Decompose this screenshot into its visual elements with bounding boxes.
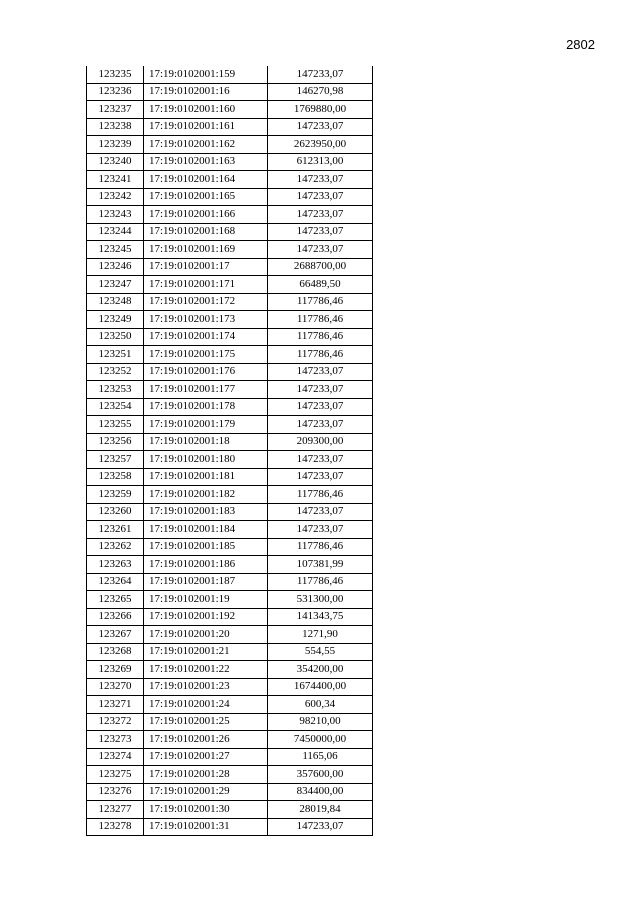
table-row — [87, 503, 373, 521]
cadastral-value-cell: 612313,00 — [268, 153, 373, 171]
row-number-cell: 123250 — [87, 328, 144, 346]
cadastral-value-cell: 2623950,00 — [268, 136, 373, 154]
cadastral-number-cell: 17:19:0102001:20 — [144, 626, 268, 644]
row-number-cell: 123268 — [87, 643, 144, 661]
row-number-cell: 123276 — [87, 783, 144, 801]
cadastral-number-cell: 17:19:0102001:164 — [144, 171, 268, 189]
table-row — [87, 381, 373, 399]
cadastral-value-cell: 354200,00 — [268, 661, 373, 679]
cadastral-number-cell: 17:19:0102001:27 — [144, 748, 268, 766]
row-number-cell: 123251 — [87, 346, 144, 364]
cadastral-value-cell: 209300,00 — [268, 433, 373, 451]
cadastral-value-cell: 117786,46 — [268, 538, 373, 556]
cadastral-value-cell: 147233,07 — [268, 171, 373, 189]
cadastral-value-cell: 117786,46 — [268, 573, 373, 591]
table-row — [87, 766, 373, 784]
table-row — [87, 328, 373, 346]
cadastral-value-cell: 531300,00 — [268, 591, 373, 609]
cadastral-number-cell: 17:19:0102001:24 — [144, 696, 268, 714]
table-row — [87, 626, 373, 644]
cadastral-number-cell: 17:19:0102001:177 — [144, 381, 268, 399]
cadastral-value-cell: 66489,50 — [268, 276, 373, 294]
cadastral-number-cell: 17:19:0102001:166 — [144, 206, 268, 224]
row-number-cell: 123272 — [87, 713, 144, 731]
cadastral-value-cell: 147233,07 — [268, 66, 373, 83]
cadastral-value-cell: 117786,46 — [268, 293, 373, 311]
cadastral-value-cell: 147233,07 — [268, 206, 373, 224]
table-row — [87, 153, 373, 171]
row-number-cell: 123274 — [87, 748, 144, 766]
cadastral-number-cell: 17:19:0102001:16 — [144, 83, 268, 101]
cadastral-value-cell: 147233,07 — [268, 416, 373, 434]
cadastral-value-cell: 147233,07 — [268, 223, 373, 241]
cadastral-number-cell: 17:19:0102001:172 — [144, 293, 268, 311]
cadastral-number-cell: 17:19:0102001:184 — [144, 521, 268, 539]
cadastral-number-cell: 17:19:0102001:181 — [144, 468, 268, 486]
table-row — [87, 223, 373, 241]
table-row — [87, 783, 373, 801]
cadastral-value-cell: 146270,98 — [268, 83, 373, 101]
row-number-cell: 123240 — [87, 153, 144, 171]
cadastral-value-cell: 834400,00 — [268, 783, 373, 801]
cadastral-number-cell: 17:19:0102001:185 — [144, 538, 268, 556]
cadastral-number-cell: 17:19:0102001:182 — [144, 486, 268, 504]
row-number-cell: 123273 — [87, 731, 144, 749]
cadastral-value-cell: 147233,07 — [268, 381, 373, 399]
row-number-cell: 123248 — [87, 293, 144, 311]
cadastral-number-cell: 17:19:0102001:25 — [144, 713, 268, 731]
row-number-cell: 123239 — [87, 136, 144, 154]
cadastral-number-cell: 17:19:0102001:160 — [144, 101, 268, 119]
row-number-cell: 123238 — [87, 118, 144, 136]
cadastral-value-cell: 117786,46 — [268, 346, 373, 364]
cadastral-number-cell: 17:19:0102001:180 — [144, 451, 268, 469]
cadastral-number-cell: 17:19:0102001:19 — [144, 591, 268, 609]
cadastral-number-cell: 17:19:0102001:22 — [144, 661, 268, 679]
cadastral-value-cell: 147233,07 — [268, 363, 373, 381]
row-number-cell: 123255 — [87, 416, 144, 434]
table-row — [87, 363, 373, 381]
table-row — [87, 556, 373, 574]
table-row — [87, 293, 373, 311]
cadastral-value-cell: 554,55 — [268, 643, 373, 661]
table-row — [87, 206, 373, 224]
row-number-cell: 123278 — [87, 818, 144, 836]
cadastral-value-cell: 7450000,00 — [268, 731, 373, 749]
table-row — [87, 346, 373, 364]
table-row — [87, 818, 373, 836]
table-row — [87, 118, 373, 136]
row-number-cell: 123237 — [87, 101, 144, 119]
cadastral-number-cell: 17:19:0102001:171 — [144, 276, 268, 294]
row-number-cell: 123271 — [87, 696, 144, 714]
cadastral-value-cell: 2688700,00 — [268, 258, 373, 276]
cadastral-number-cell: 17:19:0102001:183 — [144, 503, 268, 521]
cadastral-value-cell: 147233,07 — [268, 188, 373, 206]
cadastral-number-cell: 17:19:0102001:159 — [144, 66, 268, 83]
table-row — [87, 591, 373, 609]
table-row — [87, 801, 373, 819]
table-row — [87, 451, 373, 469]
row-number-cell: 123275 — [87, 766, 144, 784]
table-row — [87, 573, 373, 591]
table-row — [87, 241, 373, 259]
cadastral-value-cell: 107381,99 — [268, 556, 373, 574]
cadastral-number-cell: 17:19:0102001:178 — [144, 398, 268, 416]
cadastral-value-table — [86, 66, 373, 836]
cadastral-number-cell: 17:19:0102001:192 — [144, 608, 268, 626]
row-number-cell: 123254 — [87, 398, 144, 416]
table-row — [87, 171, 373, 189]
row-number-cell: 123267 — [87, 626, 144, 644]
cadastral-value-cell: 98210,00 — [268, 713, 373, 731]
table-row — [87, 486, 373, 504]
cadastral-number-cell: 17:19:0102001:187 — [144, 573, 268, 591]
cadastral-number-cell: 17:19:0102001:29 — [144, 783, 268, 801]
row-number-cell: 123243 — [87, 206, 144, 224]
table-row — [87, 678, 373, 696]
table-row — [87, 416, 373, 434]
row-number-cell: 123257 — [87, 451, 144, 469]
cadastral-value-cell: 117786,46 — [268, 486, 373, 504]
row-number-cell: 123270 — [87, 678, 144, 696]
table-row — [87, 731, 373, 749]
row-number-cell: 123259 — [87, 486, 144, 504]
cadastral-value-cell: 147233,07 — [268, 241, 373, 259]
cadastral-number-cell: 17:19:0102001:163 — [144, 153, 268, 171]
cadastral-number-cell: 17:19:0102001:168 — [144, 223, 268, 241]
row-number-cell: 123246 — [87, 258, 144, 276]
cadastral-number-cell: 17:19:0102001:18 — [144, 433, 268, 451]
row-number-cell: 123244 — [87, 223, 144, 241]
cadastral-value-cell: 600,34 — [268, 696, 373, 714]
row-number-cell: 123260 — [87, 503, 144, 521]
cadastral-number-cell: 17:19:0102001:174 — [144, 328, 268, 346]
cadastral-number-cell: 17:19:0102001:161 — [144, 118, 268, 136]
table-row — [87, 311, 373, 329]
row-number-cell: 123242 — [87, 188, 144, 206]
cadastral-value-cell: 117786,46 — [268, 311, 373, 329]
table-row — [87, 696, 373, 714]
cadastral-value-cell: 117786,46 — [268, 328, 373, 346]
table-row — [87, 661, 373, 679]
cadastral-value-cell: 147233,07 — [268, 818, 373, 836]
row-number-cell: 123263 — [87, 556, 144, 574]
row-number-cell: 123264 — [87, 573, 144, 591]
cadastral-value-cell: 357600,00 — [268, 766, 373, 784]
row-number-cell: 123256 — [87, 433, 144, 451]
row-number-cell: 123249 — [87, 311, 144, 329]
cadastral-number-cell: 17:19:0102001:23 — [144, 678, 268, 696]
row-number-cell: 123261 — [87, 521, 144, 539]
cadastral-value-cell: 147233,07 — [268, 398, 373, 416]
cadastral-value-cell: 1769880,00 — [268, 101, 373, 119]
cadastral-value-cell: 1165,06 — [268, 748, 373, 766]
row-number-cell: 123235 — [87, 66, 144, 83]
cadastral-number-cell: 17:19:0102001:186 — [144, 556, 268, 574]
cadastral-value-cell: 147233,07 — [268, 521, 373, 539]
cadastral-value-cell: 141343,75 — [268, 608, 373, 626]
cadastral-number-cell: 17:19:0102001:173 — [144, 311, 268, 329]
table-row — [87, 713, 373, 731]
table-row — [87, 643, 373, 661]
table-row — [87, 748, 373, 766]
cadastral-number-cell: 17:19:0102001:176 — [144, 363, 268, 381]
cadastral-number-cell: 17:19:0102001:165 — [144, 188, 268, 206]
page-number: 2802 — [566, 37, 595, 52]
cadastral-number-cell: 17:19:0102001:30 — [144, 801, 268, 819]
row-number-cell: 123247 — [87, 276, 144, 294]
table-row — [87, 398, 373, 416]
cadastral-number-cell: 17:19:0102001:26 — [144, 731, 268, 749]
table-row — [87, 433, 373, 451]
cadastral-number-cell: 17:19:0102001:179 — [144, 416, 268, 434]
table-row — [87, 521, 373, 539]
cadastral-value-cell: 147233,07 — [268, 468, 373, 486]
table-row — [87, 188, 373, 206]
cadastral-value-cell: 1674400,00 — [268, 678, 373, 696]
row-number-cell: 123258 — [87, 468, 144, 486]
row-number-cell: 123245 — [87, 241, 144, 259]
table-body — [87, 66, 373, 836]
row-number-cell: 123262 — [87, 538, 144, 556]
cadastral-value-cell: 147233,07 — [268, 503, 373, 521]
row-number-cell: 123236 — [87, 83, 144, 101]
cadastral-number-cell: 17:19:0102001:169 — [144, 241, 268, 259]
row-number-cell: 123266 — [87, 608, 144, 626]
cadastral-number-cell: 17:19:0102001:17 — [144, 258, 268, 276]
table-row — [87, 468, 373, 486]
cadastral-number-cell: 17:19:0102001:175 — [144, 346, 268, 364]
table-row — [87, 83, 373, 101]
cadastral-number-cell: 17:19:0102001:21 — [144, 643, 268, 661]
row-number-cell: 123269 — [87, 661, 144, 679]
table-row — [87, 276, 373, 294]
cadastral-number-cell: 17:19:0102001:31 — [144, 818, 268, 836]
cadastral-value-cell: 147233,07 — [268, 118, 373, 136]
cadastral-number-cell: 17:19:0102001:162 — [144, 136, 268, 154]
row-number-cell: 123277 — [87, 801, 144, 819]
table-row — [87, 258, 373, 276]
cadastral-value-cell: 28019,84 — [268, 801, 373, 819]
table-row — [87, 101, 373, 119]
row-number-cell: 123265 — [87, 591, 144, 609]
table-row — [87, 136, 373, 154]
cadastral-value-cell: 1271,90 — [268, 626, 373, 644]
table-row — [87, 66, 373, 83]
table-row — [87, 538, 373, 556]
row-number-cell: 123253 — [87, 381, 144, 399]
cadastral-value-cell: 147233,07 — [268, 451, 373, 469]
table-row — [87, 608, 373, 626]
cadastral-number-cell: 17:19:0102001:28 — [144, 766, 268, 784]
row-number-cell: 123252 — [87, 363, 144, 381]
row-number-cell: 123241 — [87, 171, 144, 189]
